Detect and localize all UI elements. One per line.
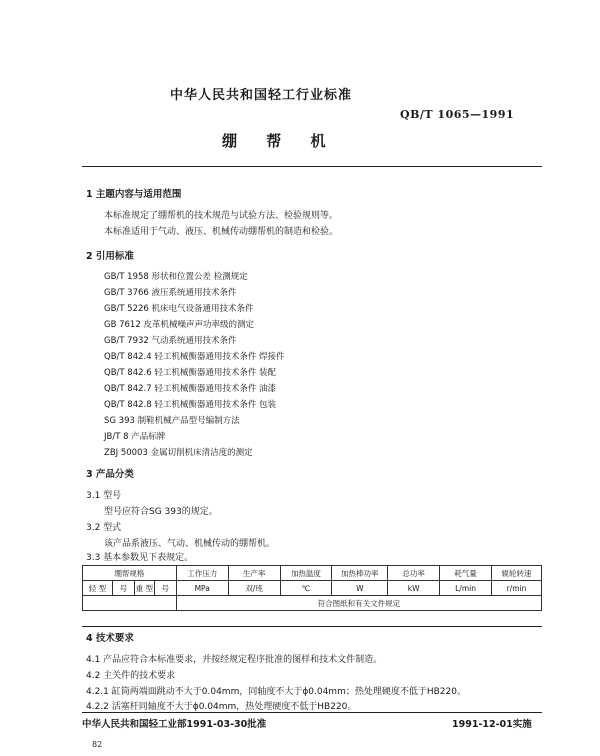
document-title: 绷 帮 机: [222, 132, 338, 150]
standard-code: QB/T 1065—1991: [400, 108, 515, 121]
section-4-2-heading: 4.2 主关件的技术要求: [86, 671, 176, 681]
col-spec-header: 绷帮规格: [83, 566, 177, 581]
reference-item: GB/T 1958 形状和位置公差 检测规定: [104, 272, 248, 282]
basic-parameters-table: [82, 565, 542, 611]
reference-item: GB 7612 皮革机械噪声声功率级的测定: [104, 320, 254, 330]
col-header: 总功率: [388, 566, 440, 581]
reference-item: JB/T 8 产品标牌: [104, 432, 166, 442]
section-1-paragraph-1: 本标准规定了绷帮机的技术规范与试验方法、检验规则等。: [104, 211, 339, 221]
table-bottom-rule: [82, 626, 542, 627]
sub-no: 号: [154, 581, 176, 596]
unit-cell: r/min: [492, 581, 542, 596]
reference-item: QB/T 842.6 轻工机械衡器通用技术条件 装配: [104, 368, 277, 378]
approval-line: 中华人民共和国轻工业部1991-03-30批准: [82, 719, 267, 730]
section-4-2-2-text: 4.2.2 活塞杆同轴度不大于ϕ0.04mm，热处理硬度不低于HB220。: [86, 702, 357, 712]
page-number: 82: [92, 740, 103, 749]
col-header: 加热温度: [280, 566, 332, 581]
section-3-1-heading: 3.1 型号: [86, 491, 122, 501]
reference-item: SG 393 制鞋机械产品型号编制方法: [104, 416, 240, 426]
section-1-paragraph-2: 本标准适用于气动、液压、机械传动绷帮机的制造和检验。: [104, 227, 339, 237]
sub-heavy: 重 型: [134, 581, 154, 596]
col-header: 辊轮转速: [492, 566, 542, 581]
section-4-2-1-text: 4.2.1 缸筒两端面跳动不大于0.04mm，同轴度不大于ϕ0.04mm；热处理硬度不低于HB220。: [86, 687, 466, 697]
reference-item: ZBJ 50003 金属切削机床清洁度的测定: [104, 448, 253, 458]
section-3-2-heading: 3.2 型式: [86, 523, 122, 533]
reference-item: QB/T 842.8 轻工机械衡器通用技术条件 包装: [104, 400, 277, 410]
footer-rule: [82, 712, 542, 713]
sub-light: 轻 型: [83, 581, 113, 596]
section-3-3-text: 3.3 基本参数见下表规定。: [86, 553, 194, 563]
issuing-organization: 中华人民共和国轻工行业标准: [170, 88, 353, 103]
unit-cell: ℃: [280, 581, 332, 596]
empty-cell: [83, 596, 177, 611]
section-2-heading: 2 引用标准: [86, 251, 134, 262]
col-header: 工作压力: [176, 566, 228, 581]
unit-cell: L/min: [440, 581, 492, 596]
col-header: 加热棒功率: [332, 566, 388, 581]
section-3-heading: 3 产品分类: [86, 469, 134, 480]
unit-cell: MPa: [176, 581, 228, 596]
table-footnote-row: [83, 596, 542, 611]
section-3-1-text: 型号应符合SG 393的规定。: [104, 507, 218, 517]
unit-cell: kW: [388, 581, 440, 596]
sub-no: 号: [112, 581, 134, 596]
header-rule: [82, 166, 542, 167]
effective-date: 1991-12-01实施: [452, 719, 532, 730]
reference-item: QB/T 842.4 轻工机械衡器通用技术条件 焊接件: [104, 352, 285, 362]
reference-item: GB/T 3766 液压系统通用技术条件: [104, 288, 237, 298]
unit-cell: W: [332, 581, 388, 596]
section-4-heading: 4 技术要求: [86, 633, 134, 644]
reference-item: GB/T 5226 机床电气设备通用技术条件: [104, 304, 254, 314]
section-3-2-text: 该产品系液压、气动、机械传动的绷帮机。: [104, 539, 276, 549]
section-4-1-text: 4.1 产品应符合本标准要求，并按经规定程序批准的图样和技术文件制造。: [86, 655, 383, 665]
unit-cell: 双/班: [228, 581, 280, 596]
col-header: 耗气量: [440, 566, 492, 581]
col-header: 生产率: [228, 566, 280, 581]
table-footnote: 符合图纸和有关文件规定: [176, 596, 541, 611]
reference-item: GB/T 7932 气动系统通用技术条件: [104, 336, 237, 346]
table-header-row: [83, 566, 542, 581]
reference-item: QB/T 842.7 轻工机械衡器通用技术条件 油漆: [104, 384, 277, 394]
section-1-heading: 1 主题内容与适用范围: [86, 189, 182, 200]
table-units-row: [83, 581, 542, 596]
